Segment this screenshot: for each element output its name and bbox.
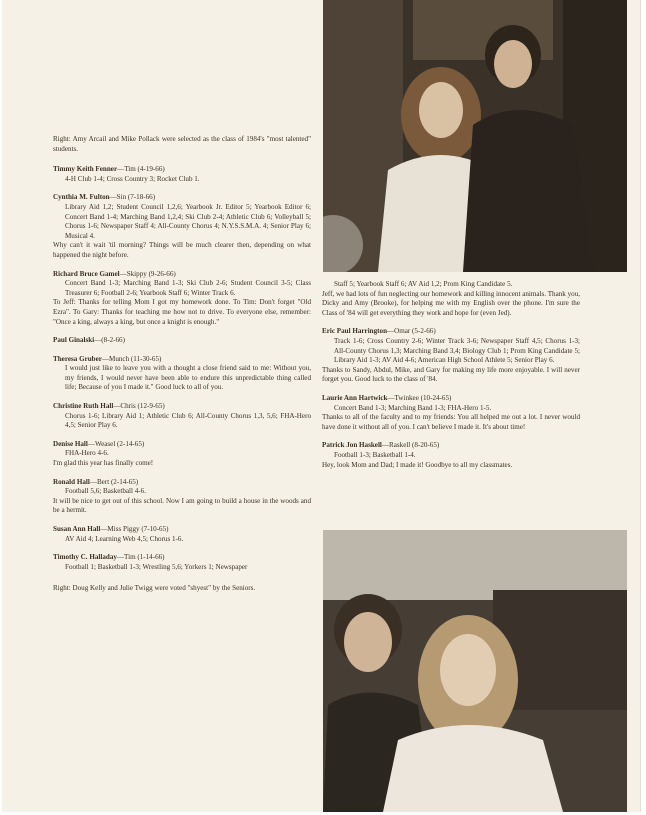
senior-activities: Football 1; Basketball 1-3; Wrestling 5,6; Yorkers 1; Newspaper xyxy=(65,562,248,571)
senior-message: To Jeff: Thanks for telling Mom I got my homework done. To Tim: Don't forget "Old Ezra". To Gary: Thanks for teaching me how not to drive. To everyone else, remember: "Once a king, always a king, but once a knight is enough." xyxy=(53,298,311,326)
senior-message: Hey, look Mom and Dad; I made it! Goodbye to all my classmates. xyxy=(322,460,513,469)
senior-nickname: —Bert (2-14-65) xyxy=(89,477,139,486)
right-column xyxy=(322,280,580,479)
caption-shyest: Right: Doug Kelly and Julie Twigg were voted "shyest" by the Seniors. xyxy=(53,584,256,593)
senior-message: I'm glad this year has finally come! xyxy=(53,459,154,468)
senior-name: Richard Bruce Gamel xyxy=(53,269,120,278)
senior-activities: Football 5,6; Basketball 4-6. xyxy=(65,487,146,496)
senior-nickname: —Miss Piggy (7-10-65) xyxy=(100,525,169,533)
senior-entry xyxy=(53,478,311,516)
senior-entry xyxy=(322,394,580,432)
senior-entry xyxy=(53,355,311,393)
yearbook-page xyxy=(2,0,640,812)
senior-nickname: —Tim (1-14-66) xyxy=(116,553,165,562)
senior-entry xyxy=(322,327,580,385)
senior-activities: AV Aid 4; Learning Web 4,5; Chorus 1-6. xyxy=(65,534,184,543)
senior-activities: Football 1-3; Basketball 1-4. xyxy=(334,450,416,459)
photo-shyest xyxy=(323,530,627,812)
left-column xyxy=(53,135,311,605)
senior-activities: 4-H Club 1-4; Cross Country 3; Rocket Club 1. xyxy=(65,174,200,183)
senior-activities: Concert Band 1-3; Marching Band 1-3; Ski Club 2-6; Student Council 3-5; Class Treasurer 6; Football 2-6; Yearbook Staff 6; Winter Track 6. xyxy=(65,279,311,297)
senior-name: Cynthia M. Fulton xyxy=(53,193,110,202)
senior-name: Laurie Ann Hartwick xyxy=(322,393,388,402)
senior-nickname: —Twinkee (10-24-65) xyxy=(387,393,452,402)
senior-activities: Library Aid 1,2; Student Council 1,2,6; Yearbook Jr. Editor 5; Yearbook Editor 6; Concert Band 1-4; Marching Band 1,2,4; Ski Club 2-4; Athletic Club 6; Volleyball 5; Chorus 1-6; Newspaper Staff 4; All-County Chorus 4; N.Y.S.S.M.A. 4; Senior Play 6; Musical 4. xyxy=(65,202,311,240)
senior-name: Denise Hall xyxy=(53,439,88,448)
senior-name: Timmy Keith Fenner xyxy=(53,165,118,174)
senior-name: Susan Ann Hall xyxy=(53,525,101,533)
senior-name: Ronald Hall xyxy=(53,477,90,486)
senior-activities: Chorus 1-6; Library Aid 1; Athletic Club 6; All-County Chorus 1,3, 5,6; FHA-Hero 4,5; Senior Play 6. xyxy=(65,411,311,430)
senior-entry xyxy=(53,440,311,469)
photo-most-talented xyxy=(323,0,627,272)
senior-message: Thanks to Sandy, Abdul, Mike, and Gary for making my life more enjoyable. I will never forget you. Good luck to the class of '84. xyxy=(322,365,580,384)
senior-name: Eric Paul Harrington xyxy=(322,327,388,336)
senior-entry xyxy=(53,402,311,431)
senior-entry xyxy=(53,525,311,544)
senior-message: I would just like to leave you with a thought a close friend said to me: Without you, my friends, I would never have been able to endure this unpredictable thing called life; Because of you I made it." Good luck to all of you. xyxy=(65,364,311,392)
senior-nickname: —Raskell (8-20-65) xyxy=(381,441,440,450)
senior-name: Paul Ginalski xyxy=(53,336,95,345)
senior-nickname: —(8-2-66) xyxy=(94,336,125,345)
senior-message: Why can't it wait 'til morning? Things will be much clearer then, depending on what happened the night before. xyxy=(53,241,311,259)
senior-entry xyxy=(53,193,311,260)
senior-activities: Track 1-6; Cross Country 2-6; Winter Track 3-6; Newspaper Staff 4,5; Chorus 1-3; All-County Chorus 1,3; Marching Band 3,4; Biology Club 1; Prom King Candidate 5; Library Aid 1-3; AV Aid 4-6; American High School Athlete 5; Senior Play 6. xyxy=(334,336,580,365)
senior-entry xyxy=(53,553,311,572)
senior-entry xyxy=(53,270,311,328)
senior-entry-continued xyxy=(322,280,580,318)
senior-name: Timothy C. Halladay xyxy=(53,553,117,562)
senior-nickname: —Skippy (9-26-66) xyxy=(119,269,176,278)
senior-entry xyxy=(53,336,311,346)
caption-most-talented: Right: Amy Arcail and Mike Pollack were selected as the class of 1984's "most talented" students. xyxy=(53,135,311,153)
senior-entry xyxy=(53,165,311,184)
senior-activities: Concert Band 1-3; Marching Band 1-3; FHA-Hero 1-5. xyxy=(334,403,492,412)
senior-entry xyxy=(322,441,580,470)
senior-message: It will be nice to get out of this school. Now I am going to build a house in the woods and be a hermit. xyxy=(53,496,311,515)
senior-nickname: —Chris (12-9-65) xyxy=(113,402,165,411)
senior-name: Patrick Jon Haskell xyxy=(322,441,382,450)
senior-nickname: —Weasel (2-14-65) xyxy=(87,439,145,448)
senior-nickname: —Omar (5-2-66) xyxy=(387,327,436,336)
senior-activities: Staff 5; Yearbook Staff 6; AV Aid 1,2; Prom King Candidate 5. xyxy=(334,280,513,288)
senior-message: Thanks to all of the faculty and to my friends: You all helped me out a lot. I never would have done it without all of you. I can't believe I made it. It's about time! xyxy=(322,413,580,431)
senior-nickname: —Sin (7-18-66) xyxy=(109,193,156,202)
senior-nickname: —Munch (11-30-65) xyxy=(101,354,162,363)
senior-nickname: —Tim (4-19-66) xyxy=(117,165,165,174)
senior-activities: FHA-Hero 4-6. xyxy=(65,449,109,458)
senior-name: Christine Ruth Hall xyxy=(53,402,114,411)
senior-message: Jeff, we had lots of fun neglecting our homework and killing innocent animals. Thank you, Dicky and Amy (Brooke), for helping me with my English over the phone. I'm sure the Class of '84 will get everything they work and hope for (even Jed). xyxy=(322,289,581,317)
senior-name: Theresa Gruber xyxy=(53,354,102,363)
